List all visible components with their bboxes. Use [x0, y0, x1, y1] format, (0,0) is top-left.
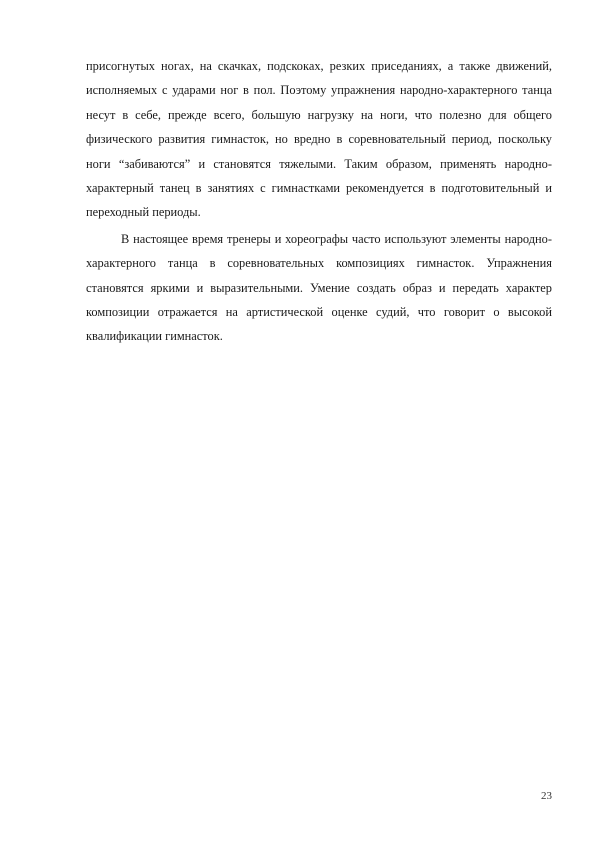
body-text [86, 54, 552, 349]
paragraph-choreography: В настоящее время тренеры и хореографы часто используют элементы народно-характерного танца в соревновательных композициях гимнасток. Упражнения становятся яркими и выразительными. Умение создать образ и передать характер композиции отражается на артистической оценке судий, что говорит о высокой квалификации гимнасток. [86, 231, 552, 344]
page-number: 23 [541, 790, 552, 802]
paragraph-continuation: присогнутых ногах, на скачках, подскоках, резких приседаниях, а также движений, исполняемых с ударами ног в пол. Поэтому упражнения народно-характерного танца несут в себе, прежде всего, большую нагрузку на ноги, что полезно для общего физического развития гимнасток, но вредно в соревновательный период, поскольку ноги “забиваются” и становятся тяжелыми. Таким образом, применять народно-характерный танец в занятиях с гимнастками рекомендуется в подготовительный и переходный периоды. [86, 59, 552, 220]
